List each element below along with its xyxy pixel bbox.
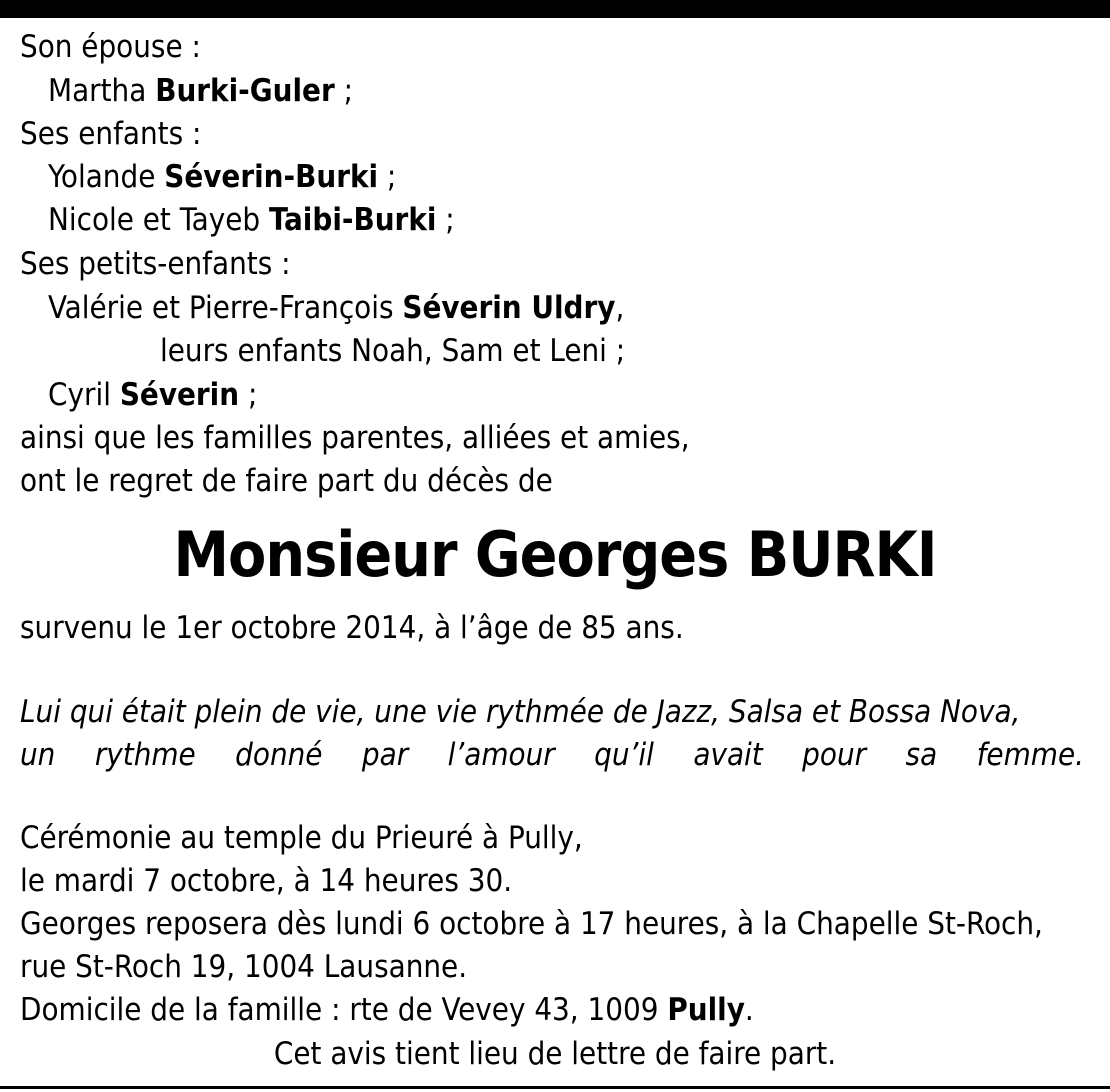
extended-family-line: ainsi que les familles parentes, alliées et amies, — [20, 420, 690, 456]
tribute-word: pour — [802, 737, 867, 773]
tribute-word: l’amour — [447, 737, 555, 773]
child-line-1: Yolande Séverin-Burki ; — [48, 159, 397, 195]
tribute-word: un — [20, 737, 56, 773]
spouse-surname: Burki-Guler — [155, 73, 335, 109]
deceased-name: Monsieur Georges BURKI — [173, 518, 937, 591]
child2-surname: Taibi-Burki — [268, 202, 437, 238]
domicile-city: Pully — [667, 992, 745, 1028]
tribute-word: avait — [693, 737, 763, 773]
grandchild2-surname: Séverin — [119, 377, 240, 413]
viewing-line: Georges reposera dès lundi 6 octobre à 17 heures, à la Chapelle St-Roch, — [20, 906, 1043, 942]
grandchildren-heading: Ses petits-enfants : — [20, 246, 291, 282]
spouse-heading: Son épouse : — [20, 29, 201, 65]
domicile-line: Domicile de la famille : rte de Vevey 43, 1009 Pully. — [20, 992, 754, 1028]
closing-note: Cet avis tient lieu de lettre de faire part. — [273, 1036, 837, 1072]
tribute-word: qu’il — [594, 737, 654, 773]
children-heading: Ses enfants : — [20, 116, 202, 152]
tribute-word: femme. — [976, 737, 1084, 773]
announcement-line: ont le regret de faire part du décès de — [20, 463, 553, 499]
child1-surname: Séverin-Burki — [164, 159, 379, 195]
ceremony-line-2: le mardi 7 octobre, à 14 heures 30. — [20, 863, 513, 899]
grandchild-line-2: Cyril Séverin ; — [48, 377, 258, 413]
top-rule — [0, 0, 1110, 18]
tribute-line-2 — [20, 733, 1084, 777]
spouse-line: Martha Burki-Guler ; — [48, 73, 353, 109]
tribute-word: rythme — [94, 737, 196, 773]
date-of-death-line: survenu le 1er octobre 2014, à l’âge de 85 ans. — [20, 610, 684, 646]
viewing-address-line: rue St-Roch 19, 1004 Lausanne. — [20, 949, 468, 985]
grandchild-line-1: Valérie et Pierre-François Séverin Uldry, — [48, 290, 625, 326]
ceremony-line-1: Cérémonie au temple du Prieuré à Pully, — [20, 820, 583, 856]
bottom-rule — [0, 1086, 1110, 1089]
tribute-word: par — [361, 737, 409, 773]
tribute-line-1: Lui qui était plein de vie, une vie rythmée de Jazz, Salsa et Bossa Nova, — [20, 694, 1021, 730]
grandchild1-surname: Séverin Uldry — [402, 290, 616, 326]
tribute-word: donné — [235, 737, 323, 773]
great-grandchildren-line: leurs enfants Noah, Sam et Leni ; — [160, 333, 626, 369]
tribute-word: sa — [905, 737, 938, 773]
child-line-2: Nicole et Tayeb Taibi-Burki ; — [48, 202, 455, 238]
